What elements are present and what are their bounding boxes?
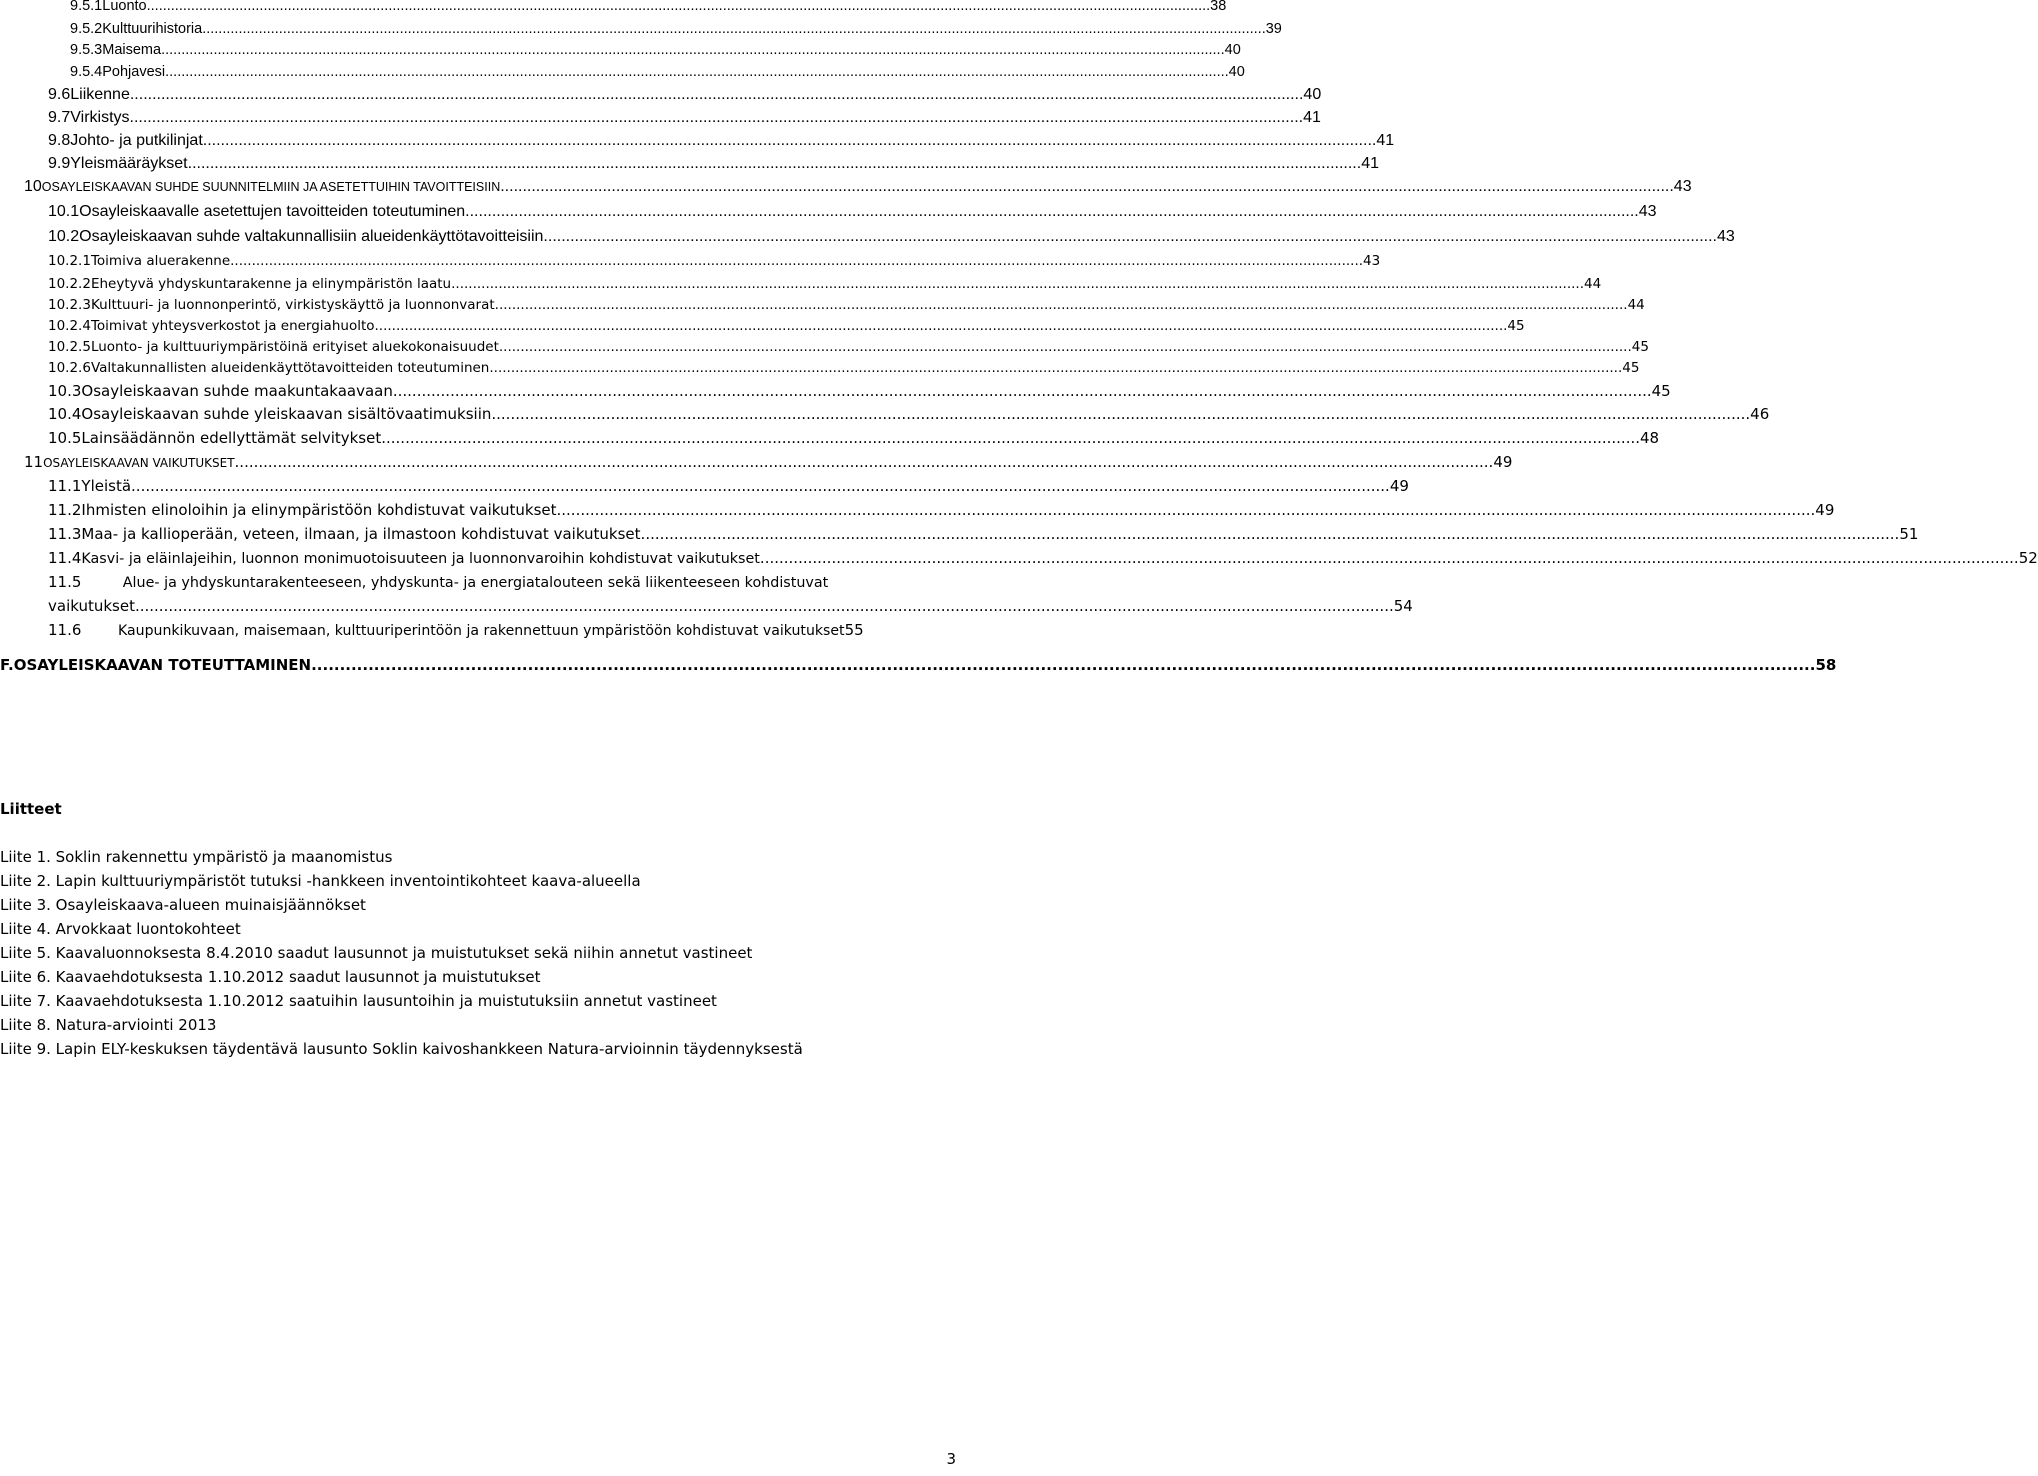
toc-page: 45 xyxy=(1507,318,1525,334)
toc-page: 49 xyxy=(1389,477,1409,495)
toc-page: 58 xyxy=(1815,656,1837,674)
toc-page: 44 xyxy=(1584,276,1602,292)
toc-page: 45 xyxy=(1631,339,1649,355)
toc-leader xyxy=(375,318,1508,334)
toc-title: Osayleiskaavalle asetettujen tavoitteiden toteutuminen xyxy=(79,203,466,220)
toc-title: Toimiva aluerakenne xyxy=(90,253,231,269)
toc-title: Eheytyvä yhdyskuntarakenne ja elinympäristön laatu xyxy=(90,276,452,292)
toc-title: Kulttuuri- ja luonnonperintö, virkistyskäyttö ja luonnonvarat xyxy=(90,297,495,313)
attachment-item: Liite 8. Natura-arviointi 2013 xyxy=(0,1016,217,1034)
toc-title: Kaupunkikuvaan, maisemaan, kulttuuriperintöön ja rakennettuun ympäristöön kohdistuvat vaikutukset xyxy=(118,623,845,639)
toc-entry[interactable] xyxy=(48,429,1660,447)
toc-number: 11.6 xyxy=(48,621,82,639)
toc-entry[interactable] xyxy=(48,477,1409,495)
page-number: 3 xyxy=(946,1450,956,1468)
toc-entry[interactable] xyxy=(48,621,958,639)
toc-leader xyxy=(203,132,1377,150)
toc-leader xyxy=(499,339,1632,355)
toc-entry[interactable] xyxy=(48,109,1321,127)
attachment-item: Liite 5. Kaavaluonnoksesta 8.4.2010 saadut lausunnot ja muistutukset sekä niihin annetut vastineet xyxy=(0,944,753,962)
toc-chapter[interactable] xyxy=(24,453,1513,471)
toc-number: 10.1 xyxy=(48,203,80,220)
attachment-item: Liite 1. Soklin rakennettu ympäristö ja maanomistus xyxy=(0,848,393,866)
toc-number: 9.9 xyxy=(48,155,71,172)
toc-title: Yleismääräykset xyxy=(70,155,188,172)
toc-page: 48 xyxy=(1640,429,1660,447)
toc-title: Osayleiskaavan suhde yleiskaavan sisältövaatimuksiin xyxy=(81,405,492,423)
toc-entry-continuation[interactable] xyxy=(48,597,1413,615)
toc-page: 41 xyxy=(1376,132,1395,149)
toc-entry[interactable] xyxy=(48,297,1645,313)
toc-title-continuation: vaikutukset xyxy=(48,597,135,615)
toc-page: 55 xyxy=(844,621,864,639)
toc-title: Luonto xyxy=(102,0,147,14)
toc-number: 11 xyxy=(24,453,44,471)
toc-entry[interactable] xyxy=(70,0,1227,14)
toc-leader xyxy=(161,42,1225,58)
toc-title: Liikenne xyxy=(70,86,130,103)
toc-leader xyxy=(235,453,1494,471)
toc-entry[interactable] xyxy=(48,132,1395,150)
toc-title: Maisema xyxy=(102,42,162,58)
toc-number: 11.3 xyxy=(48,525,82,543)
toc-number: 9.8 xyxy=(48,132,71,149)
toc-leader xyxy=(760,549,2019,567)
toc-number: 11.4 xyxy=(48,549,82,567)
toc-number: 10.2.5 xyxy=(48,339,91,355)
toc-page: 40 xyxy=(1224,42,1241,58)
toc-title: OSAYLEISKAAVAN SUHDE SUUNNITELMIIN JA ASETETTUIHIN TAVOITTEISIIN xyxy=(41,180,501,194)
toc-entry[interactable] xyxy=(48,253,1381,269)
toc-number: 11.2 xyxy=(48,501,82,519)
toc-page: 41 xyxy=(1303,109,1321,126)
toc-part[interactable] xyxy=(0,656,1837,674)
attachment-item: Liite 7. Kaavaehdotuksesta 1.10.2012 saatuihin lausuntoihin ja muistutuksiin annetut vastineet xyxy=(0,992,717,1010)
toc-entry[interactable] xyxy=(48,276,1602,292)
toc-page: 44 xyxy=(1627,297,1645,313)
toc-leader xyxy=(381,429,1640,447)
toc-title: Virkistys xyxy=(70,109,130,126)
toc-page: 38 xyxy=(1210,0,1227,14)
toc-page: 40 xyxy=(1303,86,1322,103)
toc-number: 9.7 xyxy=(48,109,71,126)
toc-title: Valtakunnallisten alueidenkäyttötavoitteiden toteutuminen xyxy=(90,360,490,376)
toc-leader xyxy=(188,155,1362,173)
toc-page: 43 xyxy=(1363,253,1381,269)
toc-page: 49 xyxy=(1815,501,1835,519)
attachments-heading: Liitteet xyxy=(0,800,62,818)
toc-page: 46 xyxy=(1750,405,1770,423)
toc-entry[interactable] xyxy=(48,360,1640,376)
toc-leader xyxy=(393,382,1652,400)
toc-title: Yleistä xyxy=(81,477,132,495)
toc-leader xyxy=(165,64,1229,80)
toc-entry[interactable] xyxy=(70,21,1282,37)
toc-leader xyxy=(641,525,1900,543)
toc-number: 9.5.4 xyxy=(70,64,103,80)
toc-number: 9.5.1 xyxy=(70,0,103,14)
toc-leader xyxy=(130,86,1304,104)
toc-leader xyxy=(500,178,1674,196)
toc-page: 41 xyxy=(1361,155,1379,172)
toc-leader xyxy=(489,360,1622,376)
toc-entry[interactable] xyxy=(48,155,1379,173)
toc-page: 45 xyxy=(1651,382,1671,400)
toc-title: Lainsäädännön edellyttämät selvitykset xyxy=(81,429,382,447)
toc-entry[interactable] xyxy=(48,573,958,591)
toc-title: Luonto- ja kulttuuriympäristöinä erityiset aluekokonaisuudet xyxy=(90,339,499,355)
toc-title: Alue- ja yhdyskuntarakenteeseen, yhdyskunta- ja energiatalouteen sekä liikenteeseen kohdistuvat xyxy=(122,575,829,591)
toc-title: Ihmisten elinoloihin ja elinympäristöön kohdistuvat vaikutukset xyxy=(81,501,557,519)
attachment-item: Liite 6. Kaavaehdotuksesta 1.10.2012 saadut lausunnot ja muistutukset xyxy=(0,968,541,986)
toc-title: Kulttuurihistoria xyxy=(102,21,203,37)
toc-entry[interactable] xyxy=(70,42,1241,58)
attachment-item: Liite 9. Lapin ELY-keskuksen täydentävä lausunto Soklin kaivoshankkeen Natura-arvioinnin täydennyksestä xyxy=(0,1040,803,1058)
toc-number: 9.5.2 xyxy=(70,21,103,37)
toc-leader xyxy=(135,597,1394,615)
toc-entry[interactable] xyxy=(48,405,1770,423)
toc-leader xyxy=(202,21,1266,37)
toc-leader xyxy=(451,276,1584,292)
attachment-item: Liite 4. Arvokkaat luontokohteet xyxy=(0,920,241,938)
toc-number: 10.2.3 xyxy=(48,297,91,313)
toc-leader xyxy=(311,656,1815,674)
toc-entry[interactable] xyxy=(48,525,1919,543)
toc-number: 10.2.6 xyxy=(48,360,91,376)
toc-entry[interactable] xyxy=(48,203,1657,221)
toc-entry[interactable] xyxy=(48,318,1525,334)
toc-page: 43 xyxy=(1673,178,1692,195)
toc-number: 10.2.2 xyxy=(48,276,91,292)
toc-leader xyxy=(131,477,1390,495)
toc-leader xyxy=(495,297,1628,313)
toc-page: 39 xyxy=(1265,21,1282,37)
toc-chapter[interactable] xyxy=(24,178,1692,196)
toc-entry[interactable] xyxy=(48,501,1835,519)
toc-page: 45 xyxy=(1622,360,1640,376)
toc-title: Osayleiskaavan suhde valtakunnallisiin alueidenkäyttötavoitteisiin xyxy=(79,228,544,245)
toc-leader xyxy=(147,0,1211,14)
toc-title: Maa- ja kallioperään, veteen, ilmaan, ja ilmastoon kohdistuvat vaikutukset xyxy=(81,525,641,543)
toc-leader xyxy=(491,405,1750,423)
toc-title: OSAYLEISKAAVAN TOTEUTTAMINEN xyxy=(13,656,312,674)
toc-number: 11.1 xyxy=(48,477,82,495)
toc-number: 10.5 xyxy=(48,429,82,447)
toc-title: Toimivat yhteysverkostot ja energiahuolto xyxy=(90,318,375,334)
toc-leader xyxy=(543,228,1717,246)
toc-page: 43 xyxy=(1638,203,1657,220)
toc-page: 52 xyxy=(2018,549,2038,567)
toc-page: 54 xyxy=(1393,597,1413,615)
toc-page: 51 xyxy=(1899,525,1919,543)
toc-number: 10.3 xyxy=(48,382,82,400)
toc-number: 10.2.1 xyxy=(48,253,91,269)
attachment-item: Liite 3. Osayleiskaava-alueen muinaisjäännökset xyxy=(0,896,366,914)
toc-number: 10.2.4 xyxy=(48,318,91,334)
toc-number: 9.6 xyxy=(48,86,71,103)
toc-number: 11.5 xyxy=(48,573,82,591)
toc-page: 40 xyxy=(1228,64,1245,80)
toc-title: Osayleiskaavan suhde maakuntakaavaan xyxy=(81,382,393,400)
toc-title: OSAYLEISKAAVAN VAIKUTUKSET xyxy=(43,456,235,470)
toc-page: 49 xyxy=(1493,453,1513,471)
toc-leader xyxy=(465,203,1639,221)
toc-number: 10.2 xyxy=(48,228,80,245)
toc-title: Johto- ja putkilinjat xyxy=(70,132,203,149)
toc-title: Kasvi- ja eläinlajeihin, luonnon monimuotoisuuteen ja luonnonvaroihin kohdistuvat vaikutukset xyxy=(81,551,760,567)
toc-entry[interactable] xyxy=(48,549,2038,567)
toc-entry[interactable] xyxy=(70,64,1245,80)
toc-number: F. xyxy=(0,656,14,674)
toc-number: 10.4 xyxy=(48,405,82,423)
toc-leader xyxy=(130,109,1304,127)
attachment-item: Liite 2. Lapin kulttuuriympäristöt tutuksi -hankkeen inventointikohteet kaava-alueella xyxy=(0,872,641,890)
toc-entry[interactable] xyxy=(48,86,1322,104)
toc-page: 43 xyxy=(1716,228,1735,245)
toc-number: 10 xyxy=(24,178,42,195)
toc-entry[interactable] xyxy=(48,339,1649,355)
toc-leader xyxy=(230,253,1363,269)
toc-number: 9.5.3 xyxy=(70,42,103,58)
toc-entry[interactable] xyxy=(48,382,1671,400)
toc-title: Pohjavesi xyxy=(102,64,166,80)
toc-entry[interactable] xyxy=(48,228,1735,246)
toc-leader xyxy=(557,501,1816,519)
